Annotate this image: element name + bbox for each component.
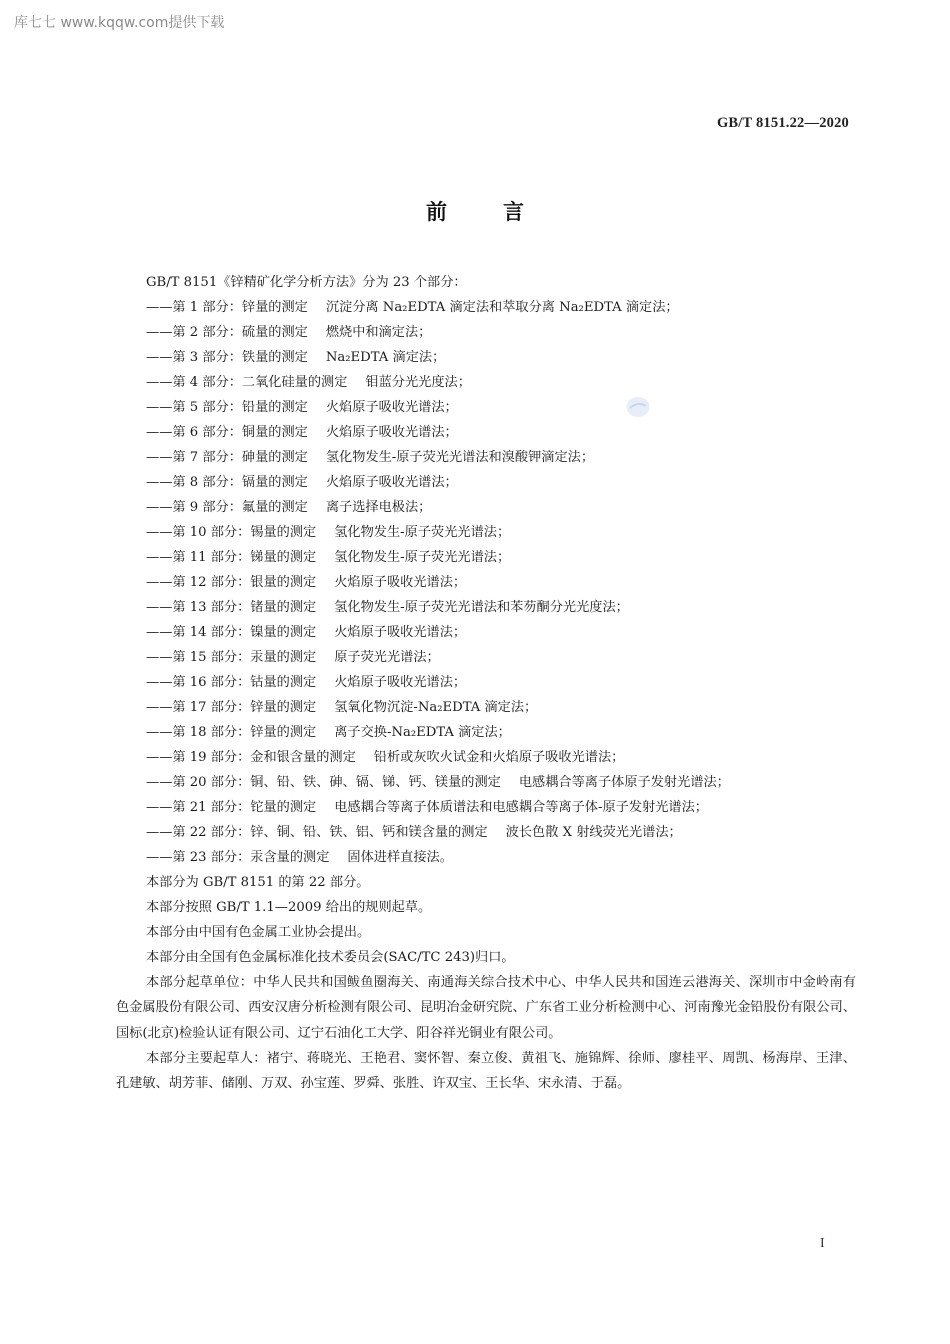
part-item [116, 545, 856, 570]
part-label: ——第 21 部分：铊量的测定 [146, 800, 317, 815]
part-item [116, 395, 856, 420]
foreword-body [116, 270, 856, 1096]
drafters: 本部分主要起草人：褚宁、蒋晓光、王艳君、窦怀智、秦立俊、黄祖飞、施锦辉、徐师、廖桂平、周凯、杨海岸、王津、孔建敏、胡芳菲、储刚、万双、孙宝莲、罗舜、张胜、许双宝、王长华、宋永清、于磊。 [116, 1050, 856, 1092]
part-item [116, 470, 856, 495]
part-item [116, 845, 856, 870]
intro-line: GB/T 8151《锌精矿化学分析方法》分为 23 个部分： [146, 275, 467, 290]
part-item [116, 345, 856, 370]
page-number: I [820, 1236, 825, 1251]
part-item [116, 295, 856, 320]
part-method: 钼蓝分光光度法； [365, 375, 471, 390]
part-item [116, 370, 856, 395]
part-label: ——第 9 部分：氟量的测定 [146, 500, 308, 515]
part-item [116, 320, 856, 345]
part-label: ——第 2 部分：硫量的测定 [146, 325, 308, 340]
part-method: 波长色散 X 射线荧光光谱法； [505, 825, 682, 840]
part-item [116, 420, 856, 445]
page-title: 前言 [426, 200, 580, 224]
part-item [116, 645, 856, 670]
part-label: ——第 11 部分：锑量的测定 [146, 550, 317, 565]
part-label: ——第 10 部分：锡量的测定 [146, 525, 317, 540]
part-method: 离子交换-Na₂EDTA 滴定法； [334, 725, 511, 740]
part-label: ——第 1 部分：锌量的测定 [146, 300, 308, 315]
part-method: 电感耦合等离子体原子发射光谱法； [518, 775, 730, 790]
part-method: 氢化物发生-原子荧光光谱法； [334, 525, 511, 540]
part-method: Na₂EDTA 滴定法； [325, 350, 446, 365]
part-method: 燃烧中和滴定法； [325, 325, 432, 340]
part-item [116, 595, 856, 620]
part-item [116, 745, 856, 770]
part-method: 氢化物发生-原子荧光光谱法； [334, 550, 511, 565]
statement-line: 本部分由全国有色金属标准化技术委员会(SAC/TC 243)归口。 [146, 950, 515, 965]
part-method: 固体进样直接法。 [347, 850, 453, 865]
part-item [116, 670, 856, 695]
part-label: ——第 17 部分：锌量的测定 [146, 700, 317, 715]
part-method: 氢化物发生-原子荧光光谱法和苯芴酮分光光度法； [334, 600, 629, 615]
part-method: 电感耦合等离子体质谱法和电感耦合等离子体-原子发射光谱法； [334, 800, 708, 815]
part-method: 原子荧光光谱法； [334, 650, 440, 665]
part-label: ——第 22 部分：锌、铜、铅、铁、铝、钙和镁含量的测定 [146, 825, 488, 840]
part-method: 火焰原子吸收光谱法； [325, 475, 458, 490]
part-label: ——第 23 部分：汞含量的测定 [146, 850, 330, 865]
download-watermark: 库七七 www.kqqw.com提供下载 [14, 15, 225, 31]
part-method: 火焰原子吸收光谱法； [334, 625, 467, 640]
drafting-units: 本部分起草单位：中华人民共和国鲅鱼圈海关、南通海关综合技术中心、中华人民共和国连云港海关、深圳市中金岭南有色金属股份有限公司、西安汉唐分析检测有限公司、昆明冶金研究院、广东省工业分析检测中心、河南豫光金铅股份有限公司、国标(北京)检验认证有限公司、辽宁石油化工大学、阳谷祥光铜业有限公司。 [116, 975, 856, 1041]
part-method: 氢氧化物沉淀-Na₂EDTA 滴定法； [334, 700, 538, 715]
part-method: 火焰原子吸收光谱法； [334, 575, 467, 590]
part-label: ——第 16 部分：钴量的测定 [146, 675, 317, 690]
part-item [116, 495, 856, 520]
statement-line: 本部分为 GB/T 8151 的第 22 部分。 [146, 875, 370, 890]
part-label: ——第 18 部分：锌量的测定 [146, 725, 317, 740]
statement-line: 本部分按照 GB/T 1.1—2009 给出的规则起草。 [146, 900, 432, 915]
part-item [116, 520, 856, 545]
part-label: ——第 7 部分：砷量的测定 [146, 450, 308, 465]
part-method: 火焰原子吸收光谱法； [325, 425, 458, 440]
part-label: ——第 20 部分：铜、铅、铁、砷、镉、锑、钙、镁量的测定 [146, 775, 501, 790]
parts-list [116, 295, 856, 870]
part-method: 火焰原子吸收光谱法； [325, 400, 458, 415]
part-method: 火焰原子吸收光谱法； [334, 675, 467, 690]
part-label: ——第 19 部分：金和银含量的测定 [146, 750, 356, 765]
part-label: ——第 3 部分：铁量的测定 [146, 350, 308, 365]
part-method: 沉淀分离 Na₂EDTA 滴定法和萃取分离 Na₂EDTA 滴定法； [325, 300, 679, 315]
part-item [116, 795, 856, 820]
part-label: ——第 4 部分：二氧化硅量的测定 [146, 375, 348, 390]
part-method: 离子选择电极法； [325, 500, 432, 515]
statements-list [116, 870, 856, 970]
part-label: ——第 12 部分：银量的测定 [146, 575, 317, 590]
part-label: ——第 6 部分：铜量的测定 [146, 425, 308, 440]
part-label: ——第 15 部分：汞量的测定 [146, 650, 317, 665]
part-item [116, 770, 856, 795]
part-item [116, 620, 856, 645]
part-item [116, 820, 856, 845]
part-item [116, 695, 856, 720]
part-label: ——第 5 部分：铅量的测定 [146, 400, 308, 415]
standard-number: GB/T 8151.22—2020 [716, 115, 849, 131]
part-label: ——第 8 部分：镉量的测定 [146, 475, 308, 490]
statement-line: 本部分由中国有色金属工业协会提出。 [146, 925, 371, 940]
part-label: ——第 14 部分：镍量的测定 [146, 625, 317, 640]
part-item [116, 570, 856, 595]
part-label: ——第 13 部分：锗量的测定 [146, 600, 317, 615]
part-method: 氢化物发生-原子荧光光谱法和溴酸钾滴定法； [325, 450, 595, 465]
part-item [116, 720, 856, 745]
part-item [116, 445, 856, 470]
part-method: 铅析或灰吹火试金和火焰原子吸收光谱法； [373, 750, 625, 765]
